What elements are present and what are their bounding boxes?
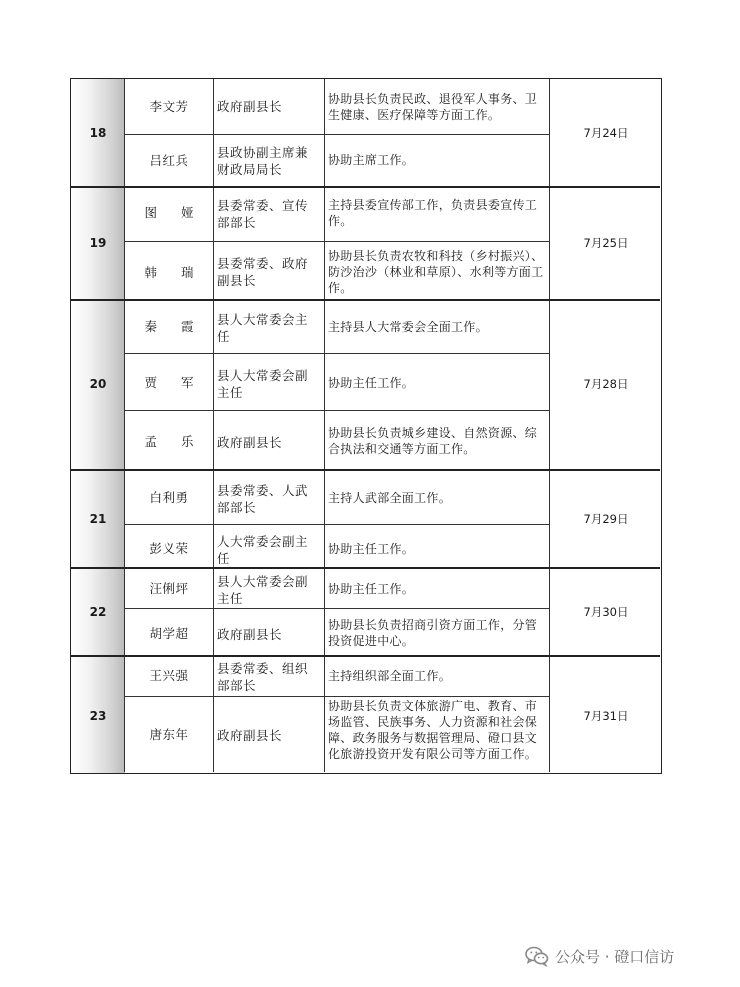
meeting-date: 7月24日 bbox=[583, 126, 629, 140]
person-duty: 协助主任工作。 bbox=[328, 542, 415, 556]
scan-shadow bbox=[71, 79, 125, 773]
person-position: 县人大常委会副主任 bbox=[217, 574, 309, 606]
person-name: 汪俐坪 bbox=[149, 581, 189, 596]
row-number: 22 bbox=[89, 605, 107, 619]
row-number: 19 bbox=[89, 236, 107, 250]
group-divider bbox=[71, 655, 660, 657]
row-divider bbox=[124, 608, 550, 609]
person-position: 政府副县长 bbox=[217, 99, 283, 114]
person-position: 政府副县长 bbox=[217, 728, 283, 743]
group-divider bbox=[71, 567, 660, 569]
group-divider bbox=[71, 299, 660, 301]
person-duty: 协助县长负责农牧和科技（乡村振兴）、防沙治沙（林业和草原）、水利等方面工作。 bbox=[328, 249, 544, 295]
row-divider bbox=[124, 134, 550, 135]
row-divider bbox=[124, 353, 550, 354]
column-divider bbox=[324, 79, 325, 772]
person-duty: 协助主席工作。 bbox=[328, 153, 415, 167]
person-name: 吕红兵 bbox=[149, 153, 189, 168]
row-divider bbox=[124, 410, 550, 411]
person-duty: 协助县长负责招商引资方面工作，分管投资促进中心。 bbox=[328, 618, 538, 648]
person-duty: 协助县长负责文体旅游广电、教育、市场监管、民族事务、人力资源和社会保障、政务服务与数据管理局、磴口县文化旅游投资开发有限公司等方面工作。 bbox=[328, 699, 538, 761]
person-position: 县政协副主席兼财政局局长 bbox=[217, 145, 309, 177]
person-name: 贾 军 bbox=[144, 375, 204, 390]
meeting-date: 7月25日 bbox=[583, 236, 629, 250]
group-divider bbox=[71, 469, 660, 471]
schedule-table bbox=[70, 78, 662, 774]
meeting-date: 7月31日 bbox=[583, 709, 629, 723]
person-name: 秦 霞 bbox=[144, 319, 204, 334]
person-position: 县委常委、组织部部长 bbox=[217, 661, 309, 693]
person-position: 政府副县长 bbox=[217, 435, 283, 450]
person-position: 县委常委、宣传部部长 bbox=[217, 198, 309, 230]
person-duty: 主持人武部全面工作。 bbox=[328, 491, 452, 505]
meeting-date: 7月28日 bbox=[583, 377, 629, 391]
person-position: 政府副县长 bbox=[217, 627, 283, 642]
person-duty: 协助县长负责城乡建设、自然资源、综合执法和交通等方面工作。 bbox=[328, 426, 538, 456]
person-name: 图 娅 bbox=[144, 205, 204, 220]
person-duty: 协助主任工作。 bbox=[328, 376, 415, 390]
person-name: 彭义荣 bbox=[149, 541, 189, 556]
person-name: 白利勇 bbox=[149, 490, 189, 505]
row-number: 21 bbox=[89, 512, 107, 526]
person-position: 县委常委、人武部部长 bbox=[217, 483, 309, 515]
person-name: 李文芳 bbox=[149, 99, 189, 114]
column-divider bbox=[213, 79, 214, 772]
meeting-date: 7月29日 bbox=[583, 512, 629, 526]
person-name: 韩 瑞 bbox=[144, 265, 204, 280]
row-divider bbox=[124, 696, 550, 697]
person-duty: 主持县人大常委会全面工作。 bbox=[328, 320, 488, 334]
row-divider bbox=[124, 524, 550, 525]
person-position: 人大常委会副主任 bbox=[217, 534, 309, 566]
row-divider bbox=[124, 241, 550, 242]
person-name: 唐东年 bbox=[149, 727, 189, 742]
person-duty: 主持组织部全面工作。 bbox=[328, 669, 452, 683]
person-duty: 协助主任工作。 bbox=[328, 582, 415, 596]
row-number: 23 bbox=[89, 709, 107, 723]
group-divider bbox=[71, 186, 660, 188]
person-position: 县委常委、政府副县长 bbox=[217, 256, 309, 288]
meeting-date: 7月30日 bbox=[583, 605, 629, 619]
person-duty: 主持县委宣传部工作，负责县委宣传工作。 bbox=[328, 198, 538, 228]
person-name: 王兴强 bbox=[149, 668, 189, 683]
column-divider bbox=[549, 79, 550, 772]
row-number: 20 bbox=[89, 377, 107, 391]
person-name: 孟 乐 bbox=[144, 434, 204, 449]
wechat-footer bbox=[525, 945, 674, 967]
person-duty: 协助县长负责民政、退役军人事务、卫生健康、医疗保障等方面工作。 bbox=[328, 92, 538, 122]
person-position: 县人大常委会主任 bbox=[217, 312, 309, 344]
wechat-icon bbox=[525, 945, 549, 967]
footer-account-name: 公众号 · 磴口信访 bbox=[555, 947, 675, 966]
person-position: 县人大常委会副主任 bbox=[217, 368, 309, 400]
row-number: 18 bbox=[89, 126, 107, 140]
person-name: 胡学超 bbox=[149, 626, 189, 641]
